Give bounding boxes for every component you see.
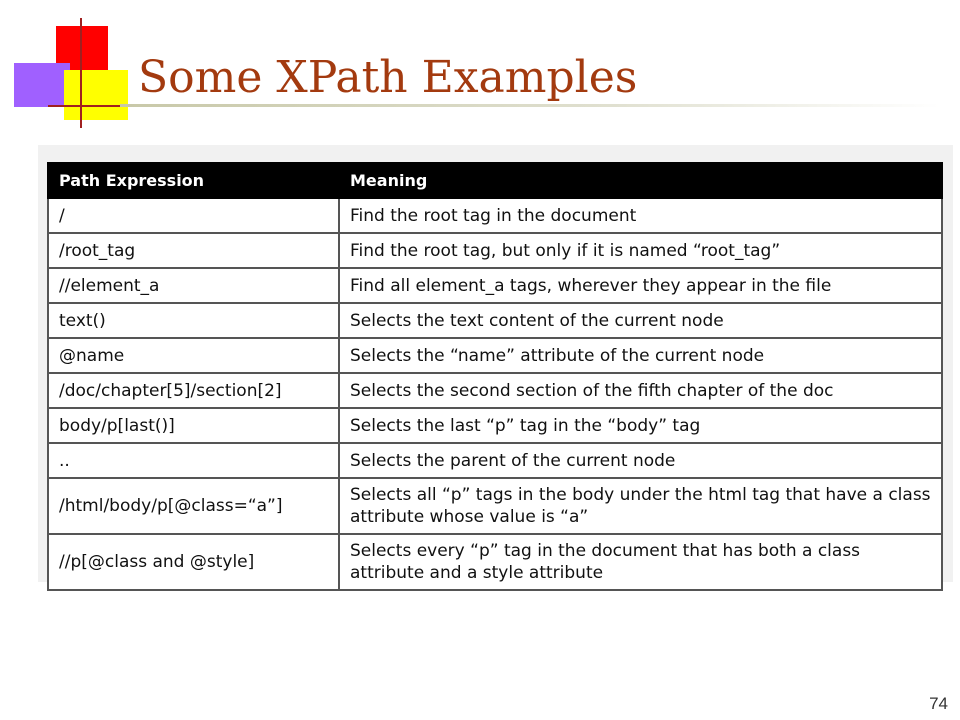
row-expression: text() [48, 303, 339, 338]
row-meaning: Find the root tag, but only if it is named “root_tag” [339, 233, 942, 268]
table-header-row [48, 163, 942, 198]
table-row [48, 443, 942, 478]
table-row [48, 534, 942, 590]
table-row [48, 268, 942, 303]
row-expression: .. [48, 443, 339, 478]
slide-logo-graphic [0, 0, 140, 140]
title-underline [120, 104, 940, 107]
row-expression: / [48, 198, 339, 233]
row-expression: @name [48, 338, 339, 373]
vertical-line-decoration [80, 18, 82, 128]
table-row [48, 373, 942, 408]
row-expression: body/p[last()] [48, 408, 339, 443]
table-row [48, 233, 942, 268]
row-meaning: Find the root tag in the document [339, 198, 942, 233]
row-meaning: Selects the text content of the current node [339, 303, 942, 338]
table-row [48, 303, 942, 338]
header-path-expression: Path Expression [48, 163, 339, 198]
row-meaning: Selects the parent of the current node [339, 443, 942, 478]
xpath-examples-table [47, 162, 943, 591]
row-expression: /root_tag [48, 233, 339, 268]
row-expression: /html/body/p[@class=“a”] [48, 478, 339, 534]
table-row [48, 198, 942, 233]
table-row [48, 408, 942, 443]
table-row [48, 478, 942, 534]
slide-title: Some XPath Examples [138, 52, 638, 103]
yellow-square-decoration [64, 70, 128, 120]
purple-square-decoration [14, 63, 70, 107]
row-expression: /doc/chapter[5]/section[2] [48, 373, 339, 408]
table-image-frame [38, 145, 953, 582]
row-meaning: Find all element_a tags, wherever they appear in the file [339, 268, 942, 303]
row-expression: //p[@class and @style] [48, 534, 339, 590]
header-meaning: Meaning [339, 163, 942, 198]
row-meaning: Selects the last “p” tag in the “body” tag [339, 408, 942, 443]
row-meaning: Selects the second section of the fifth chapter of the doc [339, 373, 942, 408]
row-meaning: Selects all “p” tags in the body under the html tag that have a class attribute whose value is “a” [339, 478, 942, 534]
table-row [48, 338, 942, 373]
row-meaning: Selects every “p” tag in the document that has both a class attribute and a style attribute [339, 534, 942, 590]
row-expression: //element_a [48, 268, 339, 303]
page-number: 74 [929, 694, 948, 713]
row-meaning: Selects the “name” attribute of the current node [339, 338, 942, 373]
